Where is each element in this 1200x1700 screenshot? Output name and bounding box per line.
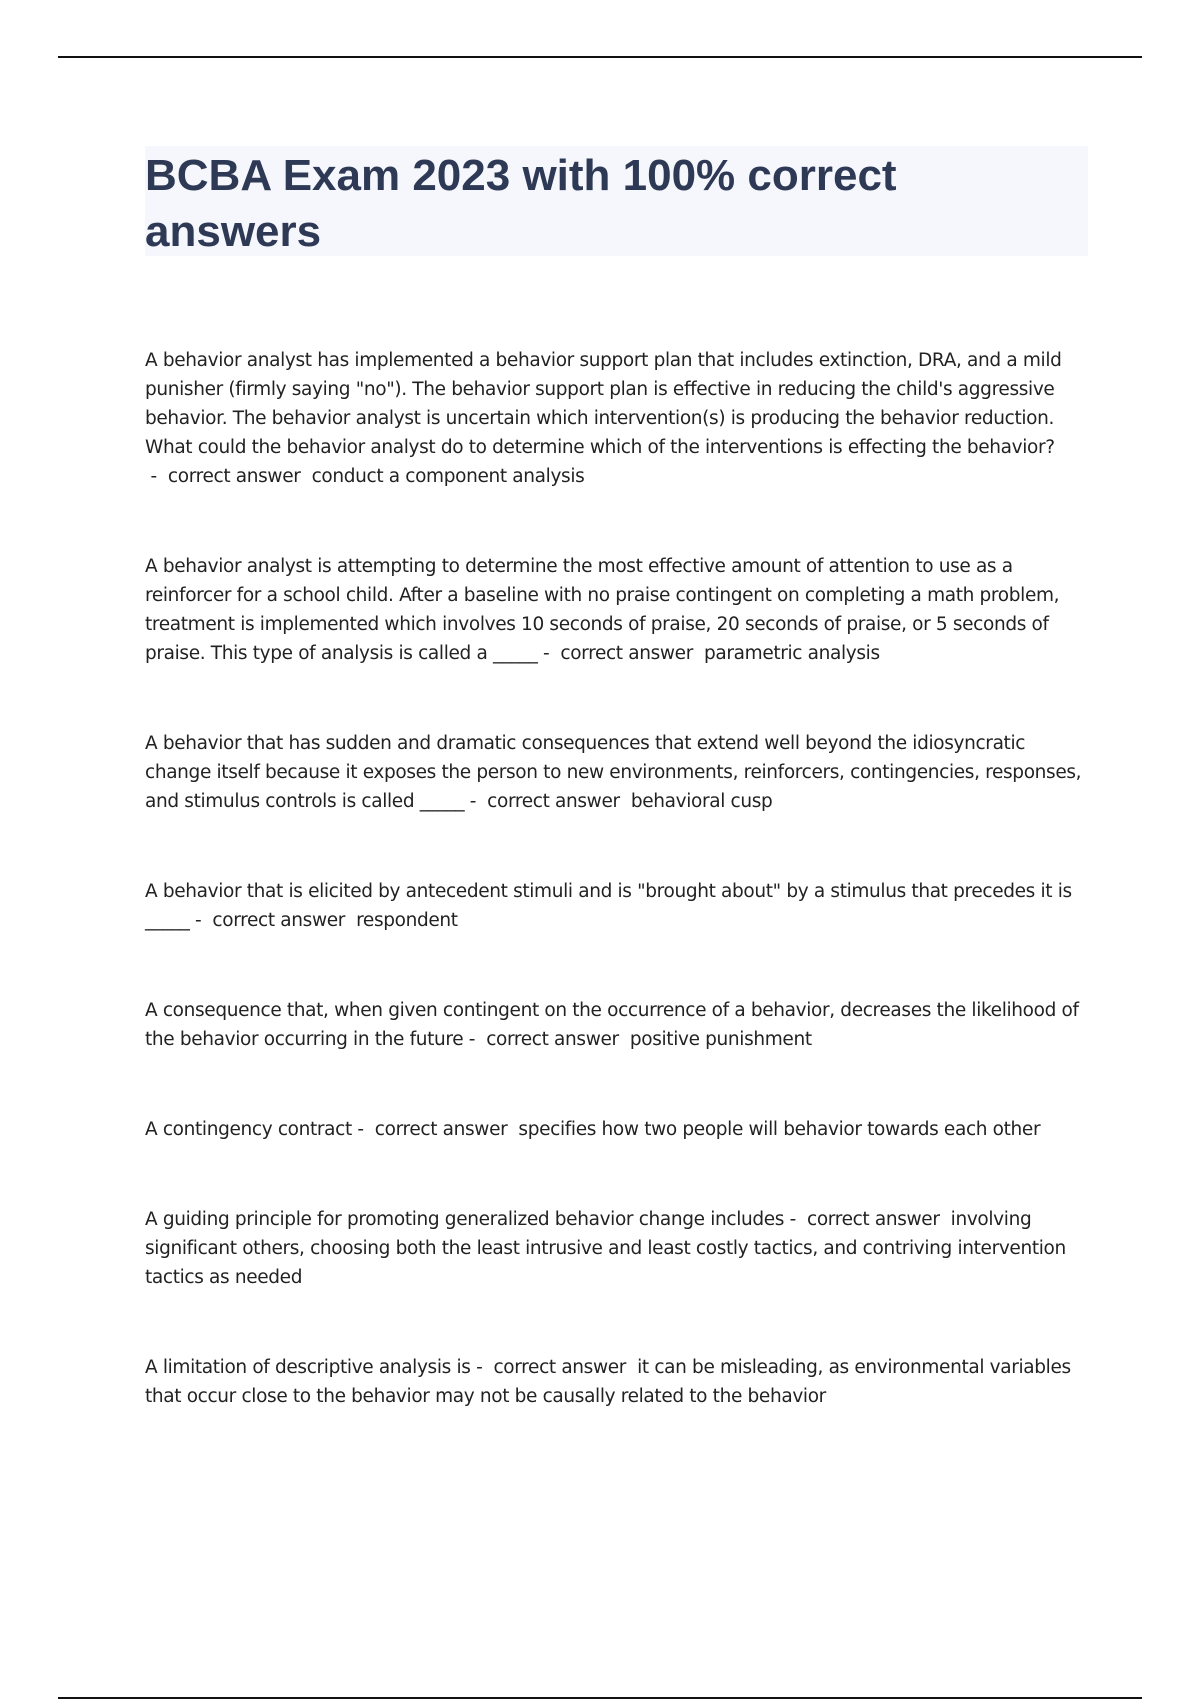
answer-text: behavioral cusp — [630, 791, 773, 812]
answer-text: involving significant others, choosing both the least intrusive and least costly tactics, and contriving intervention tactics as needed — [145, 1209, 1066, 1288]
answer-separator: - correct answer — [463, 1029, 630, 1050]
qa-list — [145, 346, 1090, 1411]
qa-item — [145, 1353, 1090, 1411]
answer-separator: - correct answer — [145, 466, 312, 487]
answer-text: respondent — [356, 910, 458, 931]
answer-text: positive punishment — [629, 1029, 812, 1050]
answer-text: it can be misleading, as environmental variables that occur close to the behavior may not be causally related to the behavior — [145, 1357, 1071, 1407]
question-text: A contingency contract — [145, 1119, 352, 1140]
header-rule — [58, 56, 1142, 58]
question-text: A behavior analyst is attempting to determine the most effective amount of attention to use as a reinforcer for a school child. After a baseline with no praise contingent on completing a math problem, treatment is implemented which involves 10 seconds of praise, 20 seconds of praise, or 5 seconds of praise. This type of analysis is called a _____ — [145, 556, 1060, 664]
answer-text: parametric analysis — [704, 643, 880, 664]
answer-separator: - correct answer — [464, 791, 631, 812]
question-text: A behavior that is elicited by antecedent stimuli and is "brought about" by a stimulus that precedes it is _____ — [145, 881, 1072, 931]
footer-rule — [58, 1697, 1142, 1699]
question-text: A limitation of descriptive analysis is — [145, 1357, 471, 1378]
qa-item — [145, 346, 1090, 491]
qa-item — [145, 996, 1090, 1054]
question-text: A consequence that, when given contingent on the occurrence of a behavior, decreases the likelihood of the behavior occurring in the future — [145, 1000, 1079, 1050]
answer-separator: - correct answer — [351, 1119, 519, 1140]
answer-separator: - correct answer — [537, 643, 705, 664]
answer-separator: - correct answer — [784, 1209, 951, 1230]
answer-separator: - correct answer — [189, 910, 357, 931]
document-title: BCBA Exam 2023 with 100% correct answers — [145, 151, 897, 256]
qa-item — [145, 1205, 1090, 1292]
qa-item — [145, 1115, 1090, 1144]
question-text: A behavior analyst has implemented a behavior support plan that includes extinction, DRA, and a mild punisher (firmly saying "no"). The behavior support plan is effective in reducing the child's aggressive behavior. The behavior analyst is uncertain which intervention(s) is producing the behavior reduction. What could the behavior analyst do to determine which of the interventions is effecting the behavior? — [145, 350, 1062, 458]
qa-item — [145, 552, 1090, 668]
answer-separator: - correct answer — [470, 1357, 638, 1378]
question-text: A behavior that has sudden and dramatic consequences that extend well beyond the idiosyncratic change itself because it exposes the person to new environments, reinforcers, contingencies, responses, and stimulus controls is called _____ — [145, 733, 1082, 812]
answer-text: conduct a component analysis — [311, 466, 585, 487]
qa-item — [145, 877, 1090, 935]
question-text: A guiding principle for promoting generalized behavior change includes — [145, 1209, 785, 1230]
qa-item — [145, 729, 1090, 816]
answer-text: specifies how two people will behavior towards each other — [518, 1119, 1041, 1140]
